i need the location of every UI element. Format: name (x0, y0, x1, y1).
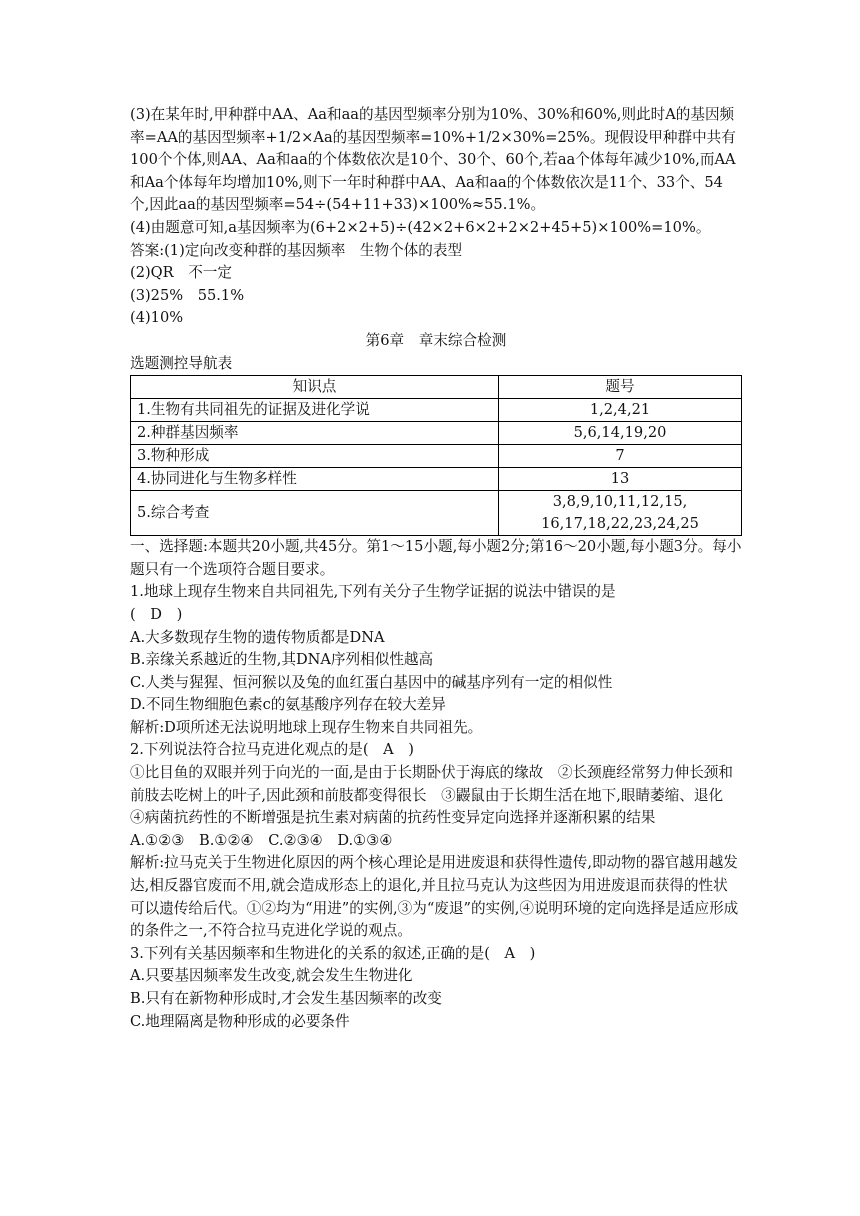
prev-analysis-3: (3)在某年时,甲种群中AA、Aa和aa的基因型频率分别为10%、30%和60%,则此时A的基因频率=AA的基因型频率+1/2×Aa的基因型频率=10%+1/2×30%=25%。现假设甲种群中共有100个个体,则AA、Aa和aa的个体数依次是10个、30个、60个,若aa个体每年减少10%,而AA和Aa个体每年均增加10%,则下一年时种群中AA、Aa和aa的个体数依次是11个、33个、54个,因此aa的基因型频率=54÷(54+11+33)×100%≈55.1%。 (130, 106, 736, 214)
q1-answer: ( D ) (130, 605, 183, 623)
q2-options: A.①②③ B.①②④ C.②③④ D.①③④ (130, 831, 393, 849)
q3-option-b: B.只有在新物种形成时,才会发生基因频率的改变 (130, 990, 442, 1007)
q1-option-d: D.不同生物细胞色素c的氨基酸序列存在较大差异 (130, 696, 446, 714)
table-cell-nums: 1,2,4,21 (499, 399, 742, 422)
table-header-topic: 知识点 (131, 376, 499, 399)
q1-analysis: 解析:D项所述无法说明地球上现存生物来自共同祖先。 (130, 718, 483, 736)
navigation-table (130, 375, 742, 536)
section-heading: 一、选择题:本题共20小题,共45分。第1～15小题,每小题2分;第16～20小题,每小题3分。每小题只有一个选项符合题目要求。 (130, 538, 742, 578)
prev-answer-2: (2)QR 不一定 (130, 264, 232, 282)
table-cell-nums (499, 491, 742, 536)
table-caption: 选题测控导航表 (130, 354, 233, 372)
q1-stem: 1.地球上现存生物来自共同祖先,下列有关分子生物学证据的说法中错误的是 (130, 583, 616, 601)
table-cell-nums: 7 (499, 445, 742, 468)
table-cell-nums: 5,6,14,19,20 (499, 422, 742, 445)
table-header-row (131, 376, 742, 399)
q2-analysis: 解析:拉马克关于生物进化原因的两个核心理论是用进废退和获得性遗传,即动物的器官越用越发达,相反器官废而不用,就会造成形态上的退化,并且拉马克认为这些因为用进废退而获得的性状可以遗传给后代。①②均为“用进”的实例,③为“废退”的实例,④说明环境的定向选择是适应形成的条件之一,不符合拉马克进化学说的观点。 (130, 854, 739, 940)
table-cell-topic: 1.生物有共同祖先的证据及进化学说 (131, 399, 499, 422)
q3-option-a: A.只要基因频率发生改变,就会发生生物进化 (130, 967, 413, 985)
table-cell-nums-line1: 3,8,9,10,11,12,15, (552, 493, 688, 511)
table-row (131, 445, 742, 468)
table-row (131, 491, 742, 536)
table-cell-nums: 13 (499, 468, 742, 491)
prev-analysis-4: (4)由题意可知,a基因频率为(6+2×2+5)÷(42×2+6×2+2×2+45+5)×100%=10%。 (130, 218, 711, 236)
q3-option-c: C.地理隔离是物种形成的必要条件 (130, 1012, 350, 1030)
table-row (131, 468, 742, 491)
table-cell-nums-line2: 16,17,18,22,23,24,25 (541, 515, 699, 533)
table-cell-topic: 5.综合考查 (131, 491, 499, 536)
table-header-nums: 题号 (499, 376, 742, 399)
q1-option-b: B.亲缘关系越近的生物,其DNA序列相似性越高 (130, 651, 434, 669)
q2-body: ①比目鱼的双眼并列于向光的一面,是由于长期卧伏于海底的缘故 ②长颈鹿经常努力伸长颈和前肢去吃树上的叶子,因此颈和前肢都变得很长 ③鼹鼠由于长期生活在地下,眼睛萎缩、退化 ④病菌抗药性的不断增强是抗生素对病菌的抗药性变异定向选择并逐渐积累的结果 (130, 764, 738, 827)
document-page (130, 104, 742, 1033)
prev-answer-4: (4)10% (130, 309, 184, 327)
chapter-title: 第6章 章末综合检测 (365, 331, 507, 349)
q1-option-c: C.人类与猩猩、恒河猴以及兔的血红蛋白基因中的碱基序列有一定的相似性 (130, 673, 613, 691)
prev-answer-3: (3)25% 55.1% (130, 286, 245, 304)
q2-stem: 2.下列说法符合拉马克进化观点的是( A ) (130, 741, 414, 759)
table-row (131, 422, 742, 445)
q3-stem: 3.下列有关基因频率和生物进化的关系的叙述,正确的是( A ) (130, 944, 536, 962)
q1-option-a: A.大多数现存生物的遗传物质都是DNA (130, 628, 385, 646)
table-cell-topic: 3.物种形成 (131, 445, 499, 468)
table-cell-topic: 4.协同进化与生物多样性 (131, 468, 499, 491)
table-row (131, 399, 742, 422)
table-cell-topic: 2.种群基因频率 (131, 422, 499, 445)
prev-answer-1: 答案:(1)定向改变种群的基因频率 生物个体的表型 (130, 241, 463, 259)
